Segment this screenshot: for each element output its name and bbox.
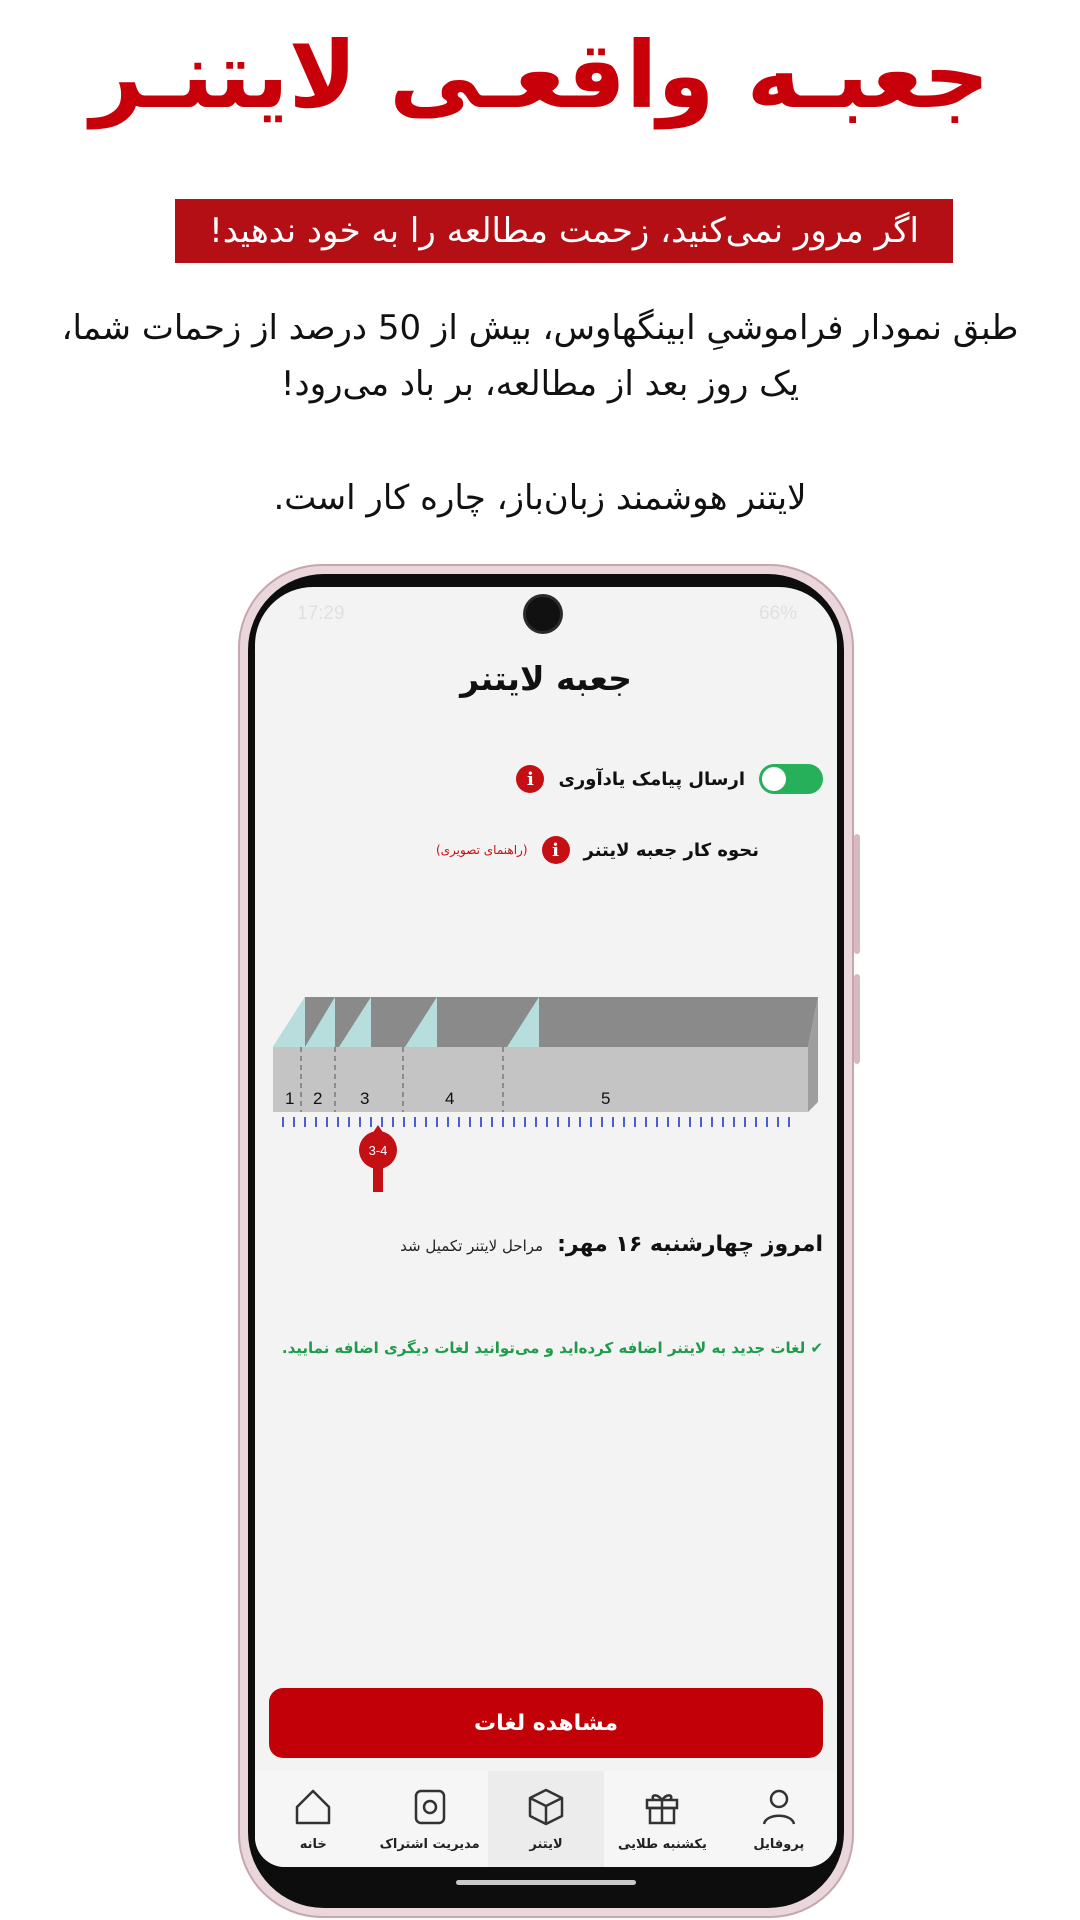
bottom-nav [255,1771,837,1867]
howto-label: نحوه کار جعبه لایتنر [583,839,759,861]
nav-item-home[interactable] [255,1771,371,1867]
compartment-5-label: 5 [601,1089,611,1108]
nav-item-leitner[interactable] [488,1771,604,1867]
volume-button [854,834,860,954]
gesture-bar [456,1880,636,1885]
day-ticks [283,1117,789,1127]
reminder-label: ارسال پیامک یادآوری [558,768,745,790]
box-icon [524,1785,568,1829]
subscription-icon [408,1785,452,1829]
compartment-1-label: 1 [285,1089,295,1108]
today-status: مراحل لایتنر تکمیل شد [400,1237,544,1255]
howto-guide-link[interactable]: (راهنمای تصویری) [435,843,528,857]
howto-row[interactable] [436,836,759,864]
warning-banner [175,199,953,263]
nav-label-subscription: مدیریت اشتراک [379,1837,480,1852]
nav-label-golden-sunday: یکشنبه طلایی [618,1837,707,1852]
gift-icon [640,1785,684,1829]
app-title: جعبه لایتنر [460,659,632,698]
success-message: ✔ لغات جدید به لایتنر اضافه کرده‌اید و می‌توانید لغات دیگری اضافه نمایید. [281,1339,823,1357]
nav-item-golden-sunday[interactable] [604,1771,720,1867]
view-words-label: مشاهده لغات [474,1710,618,1736]
nav-label-home: خانه [299,1837,327,1852]
nav-item-subscription[interactable] [371,1771,487,1867]
divider-1-face [273,997,305,1047]
paragraph-line-3: لایتنر هوشمند زبان‌باز، چاره کار است. [273,478,807,518]
paragraph-line-1: طبق نمودار فراموشیِ ابینگهاوس، بیش از 50 درصد از زحمات شما، [61,308,1019,348]
view-words-button[interactable] [269,1688,823,1758]
reminder-info-icon[interactable]: i [516,765,544,793]
paragraph-line-2: یک روز بعد از مطالعه، بر باد می‌رود! [280,364,800,404]
today-label: امروز چهارشنبه ۱۶ مهر: [557,1232,823,1257]
box-front-face [273,1047,808,1112]
reminder-toggle[interactable] [759,764,823,794]
toggle-knob [762,767,786,791]
compartment-3-label: 3 [360,1089,370,1108]
status-time: 17:29 [297,603,345,624]
compartment-4-label: 4 [445,1089,455,1108]
user-icon [757,1785,801,1829]
reminder-row [516,764,823,794]
page-headline: جعبـه واقعـی لایتنـر [90,22,990,129]
phone-screen [255,587,837,1867]
leitner-box-diagram [273,937,828,1197]
home-icon [291,1785,335,1829]
nav-label-profile: پروفایل [753,1837,805,1852]
howto-info-icon[interactable]: i [542,836,570,864]
marker-label: 3-4 [368,1143,388,1158]
nav-label-leitner: لایتنر [529,1837,563,1852]
warning-banner-text: اگر مرور نمی‌کنید، زحمت مطالعه را به خود ندهید! [209,211,919,251]
compartment-2-label: 2 [313,1089,323,1108]
today-row [400,1232,823,1257]
front-camera [526,597,560,631]
power-button [854,974,860,1064]
status-battery: 66% [758,603,797,624]
nav-item-profile[interactable] [721,1771,837,1867]
